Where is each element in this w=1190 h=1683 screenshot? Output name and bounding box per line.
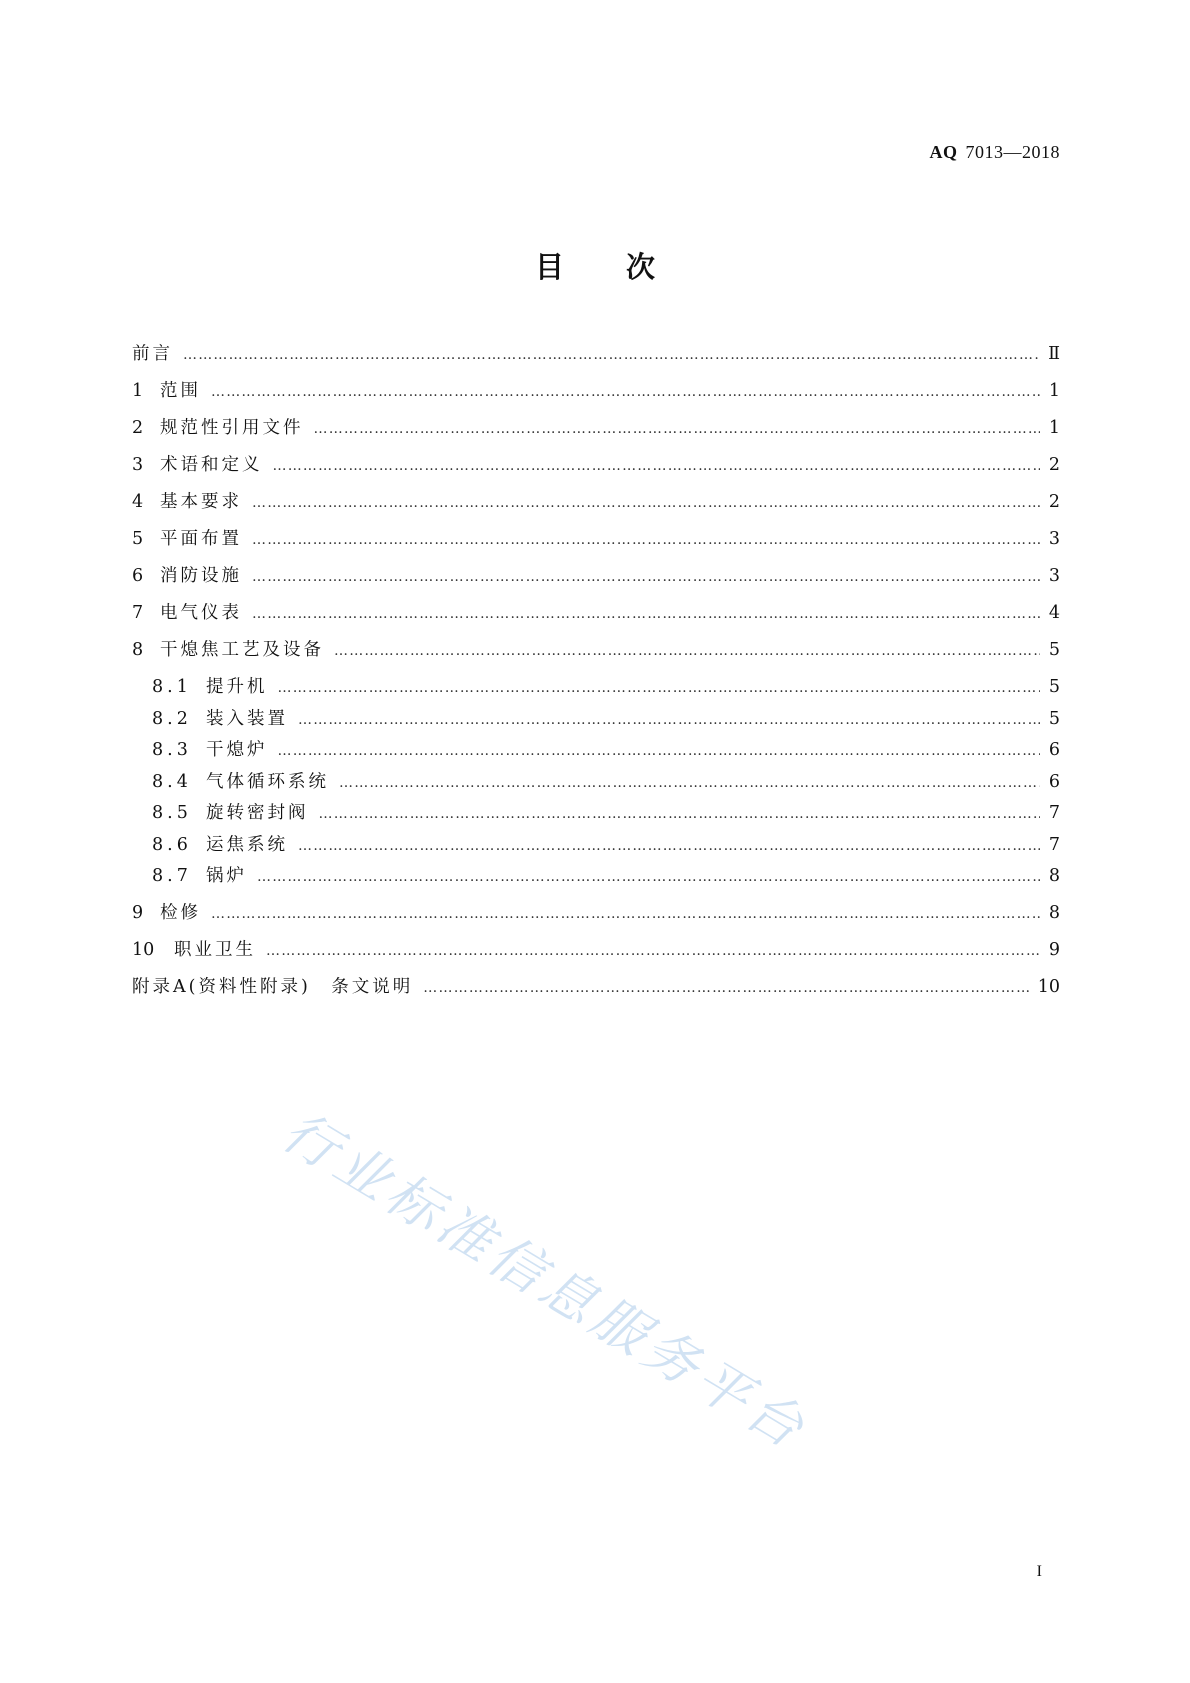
toc-leader-dots bbox=[319, 806, 1041, 822]
standard-code bbox=[930, 142, 1061, 163]
toc-entry-9[interactable] bbox=[132, 899, 1060, 936]
toc-leader-dots bbox=[211, 384, 1040, 400]
toc-number: 8.5 bbox=[152, 803, 192, 823]
toc-page-number: 5 bbox=[1048, 640, 1060, 660]
standard-prefix: AQ bbox=[929, 142, 958, 162]
toc-label: 运焦系统 bbox=[206, 834, 288, 855]
toc-number: 3 bbox=[132, 455, 144, 475]
toc-page-number: 4 bbox=[1048, 603, 1060, 623]
toc-label: 附录A(资料性附录) 条文说明 bbox=[132, 976, 414, 997]
toc-entry-5[interactable] bbox=[132, 525, 1060, 562]
toc-number: 8.6 bbox=[152, 834, 192, 855]
toc-label: 前言 bbox=[132, 344, 173, 364]
toc-number: 1 bbox=[132, 381, 144, 401]
toc-leader-dots bbox=[266, 943, 1040, 959]
toc-leader-dots bbox=[252, 606, 1040, 622]
toc-label: 基本要求 bbox=[160, 492, 242, 512]
toc-label: 气体循环系统 bbox=[206, 771, 329, 792]
toc-page-number: 3 bbox=[1048, 529, 1060, 549]
toc-page-number: 9 bbox=[1048, 939, 1060, 960]
toc-entry-1[interactable] bbox=[132, 377, 1060, 414]
table-of-contents bbox=[132, 340, 1060, 1010]
toc-number: 8.2 bbox=[152, 708, 192, 729]
toc-number: 8.1 bbox=[152, 677, 192, 697]
toc-entry-appendix-a[interactable] bbox=[132, 973, 1060, 1010]
toc-label: 电气仪表 bbox=[160, 603, 242, 623]
toc-label: 锅炉 bbox=[206, 866, 247, 886]
toc-label: 平面布置 bbox=[160, 529, 242, 549]
toc-number: 2 bbox=[132, 418, 144, 438]
toc-page-number: 1 bbox=[1048, 418, 1060, 438]
toc-entry-foreword[interactable] bbox=[132, 340, 1060, 377]
toc-number: 6 bbox=[132, 566, 144, 586]
toc-page-number: 10 bbox=[1037, 976, 1060, 997]
toc-entry-4[interactable] bbox=[132, 488, 1060, 525]
toc-number: 8.4 bbox=[152, 771, 192, 792]
toc-page-number: 7 bbox=[1048, 803, 1060, 823]
toc-page-number: 2 bbox=[1048, 455, 1060, 475]
toc-entry-8-2[interactable] bbox=[132, 705, 1060, 737]
toc-page-number: 6 bbox=[1048, 771, 1060, 792]
toc-entry-8-7[interactable] bbox=[132, 862, 1060, 894]
toc-number: 8 bbox=[132, 640, 144, 660]
toc-page-number: 3 bbox=[1048, 566, 1060, 586]
toc-label: 规范性引用文件 bbox=[160, 418, 304, 438]
toc-leader-dots bbox=[278, 680, 1041, 696]
toc-label: 提升机 bbox=[206, 677, 268, 697]
toc-leader-dots bbox=[257, 869, 1040, 885]
toc-entry-8[interactable] bbox=[132, 636, 1060, 673]
toc-entry-2[interactable] bbox=[132, 414, 1060, 451]
toc-number: 5 bbox=[132, 529, 144, 549]
toc-leader-dots bbox=[252, 569, 1040, 585]
toc-label: 旋转密封阀 bbox=[206, 803, 309, 823]
toc-entry-8-4[interactable] bbox=[132, 768, 1060, 800]
toc-page-number: 6 bbox=[1048, 740, 1060, 760]
toc-entry-8-1[interactable] bbox=[132, 673, 1060, 705]
toc-leader-dots bbox=[314, 421, 1041, 437]
toc-label: 干熄焦工艺及设备 bbox=[160, 640, 324, 660]
toc-leader-dots bbox=[339, 775, 1040, 791]
toc-label: 术语和定义 bbox=[160, 455, 263, 475]
toc-leader-dots bbox=[278, 743, 1041, 759]
toc-leader-dots bbox=[334, 643, 1040, 659]
toc-label: 范围 bbox=[160, 381, 201, 401]
page-title: 目次 bbox=[534, 250, 717, 284]
toc-page-number: 8 bbox=[1048, 866, 1060, 886]
toc-page-number: 5 bbox=[1048, 708, 1060, 729]
toc-label: 消防设施 bbox=[160, 566, 242, 586]
toc-entry-10[interactable] bbox=[132, 936, 1060, 973]
toc-entry-8-6[interactable] bbox=[132, 831, 1060, 863]
toc-label: 职业卫生 bbox=[174, 939, 256, 960]
toc-page-number: 8 bbox=[1048, 902, 1060, 923]
toc-entry-8-5[interactable] bbox=[132, 799, 1060, 831]
toc-number: 4 bbox=[132, 492, 144, 512]
toc-label: 装入装置 bbox=[206, 708, 288, 729]
toc-entry-7[interactable] bbox=[132, 599, 1060, 636]
standard-number: 7013—2018 bbox=[965, 142, 1060, 162]
toc-page-number: 5 bbox=[1048, 677, 1060, 697]
toc-number: 8.3 bbox=[152, 740, 192, 760]
toc-leader-dots bbox=[423, 980, 1029, 996]
toc-number: 7 bbox=[132, 603, 144, 623]
toc-label: 干熄炉 bbox=[206, 740, 268, 760]
toc-entry-6[interactable] bbox=[132, 562, 1060, 599]
watermark: 行业标准信息服务平台 bbox=[271, 1099, 819, 1463]
toc-leader-dots bbox=[273, 458, 1041, 474]
toc-leader-dots bbox=[211, 906, 1040, 922]
toc-leader-dots bbox=[252, 495, 1040, 511]
toc-page-number: Ⅱ bbox=[1048, 344, 1060, 364]
toc-number: 9 bbox=[132, 902, 144, 923]
toc-page-number: 2 bbox=[1048, 492, 1060, 512]
toc-label: 检修 bbox=[160, 902, 201, 923]
toc-leader-dots bbox=[183, 347, 1040, 363]
toc-leader-dots bbox=[298, 838, 1040, 854]
toc-number: 8.7 bbox=[152, 866, 192, 886]
toc-leader-dots bbox=[252, 532, 1040, 548]
toc-entry-3[interactable] bbox=[132, 451, 1060, 488]
page-number: I bbox=[1036, 1563, 1042, 1580]
toc-entry-8-3[interactable] bbox=[132, 736, 1060, 768]
toc-page-number: 1 bbox=[1048, 381, 1060, 401]
toc-number: 10 bbox=[132, 939, 155, 960]
toc-leader-dots bbox=[298, 712, 1040, 728]
toc-page-number: 7 bbox=[1048, 834, 1060, 855]
